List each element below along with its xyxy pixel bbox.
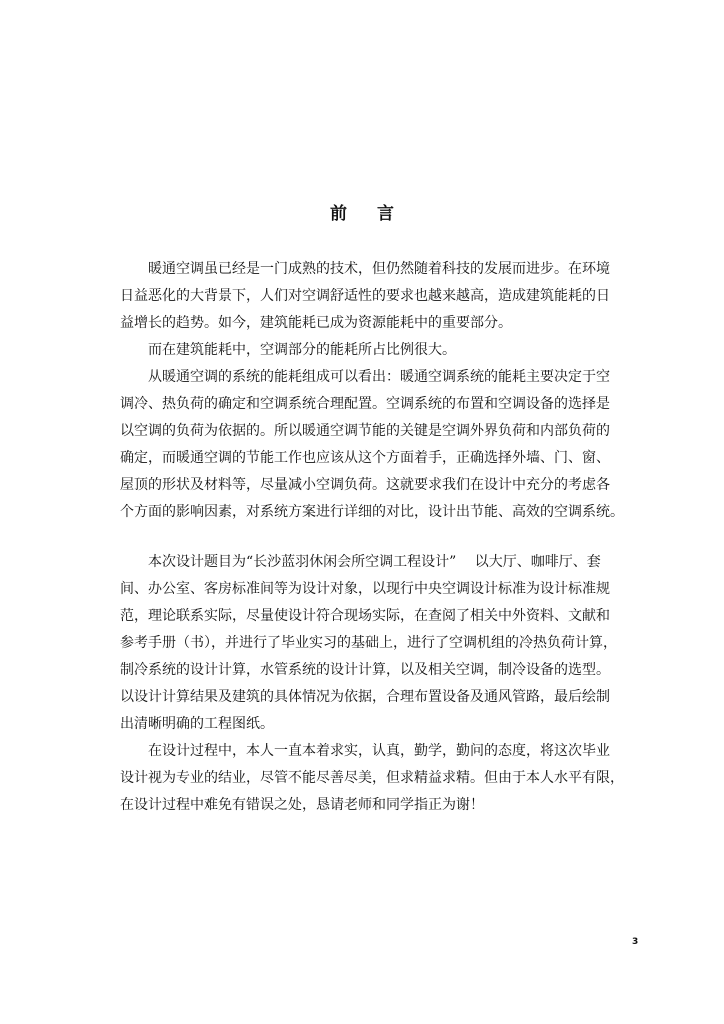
text-line: 调冷、热负荷的确定和空调系统合理配置。空调系统的布置和空调设备的选择是 — [120, 396, 610, 412]
text-line: 在设计过程中难免有错误之处，恳请老师和同学指正为谢！ — [120, 797, 484, 813]
text-line: 范，理论联系实际，尽量使设计符合现场实际，在查阅了相关中外资料、文献和 — [120, 608, 610, 624]
text-line: 确定，而暖通空调的节能工作也应该从这个方面着手，正确选择外墙、门、窗、 — [120, 450, 610, 466]
text-line: 益增长的趋势。如今，建筑能耗已成为资源能耗中的重要部分。 — [120, 315, 512, 331]
text-line: 在设计过程中，本人一直本着求实，认真，勤学，勤问的态度，将这次毕业 — [120, 743, 610, 759]
text-line: 以空调的负荷为依据的。所以暖通空调节能的关键是空调外界负荷和内部负荷的 — [120, 423, 610, 439]
text-line: 间、办公室、客房标准间等为设计对象，以现行中央空调设计标准为设计标准规 — [120, 581, 610, 597]
text-line: 个方面的影响因素，对系统方案进行详细的对比，设计出节能、高效的空调系统。 — [120, 504, 624, 520]
text-line: 本次设计题目为“长沙蓝羽休闲会所空调工程设计” 以大厅、咖啡厅、套 — [120, 554, 601, 570]
text-line: 参考手册（书），并进行了毕业实习的基础上，进行了空调机组的冷热负荷计算， — [120, 635, 617, 651]
page-number: 3 — [632, 937, 639, 947]
text-line: 日益恶化的大背景下，人们对空调舒适性的要求也越来越高，造成建筑能耗的日 — [120, 288, 610, 304]
text-line: 而在建筑能耗中，空调部分的能耗所占比例很大。 — [120, 342, 456, 358]
page-title: 前 言 — [330, 204, 406, 224]
text-line: 制冷系统的设计计算，水管系统的设计计算，以及相关空调，制冷设备的选型。 — [120, 662, 610, 678]
text-line: 暖通空调虽已经是一门成熟的技术，但仍然随着科技的发展而进步。在环境 — [120, 261, 610, 277]
text-line: 设计视为专业的结业，尽管不能尽善尽美，但求精益求精。但由于本人水平有限， — [120, 770, 624, 786]
text-line: 以设计计算结果及建筑的具体情况为依据，合理布置设备及通风管路，最后绘制 — [120, 689, 610, 705]
text-line: 出清晰明确的工程图纸。 — [120, 716, 274, 732]
text-line: 从暖通空调的系统的能耗组成可以看出：暖通空调系统的能耗主要决定于空 — [120, 369, 610, 385]
text-line: 屋顶的形状及材料等，尽量减小空调负荷。这就要求我们在设计中充分的考虑各 — [120, 477, 610, 493]
